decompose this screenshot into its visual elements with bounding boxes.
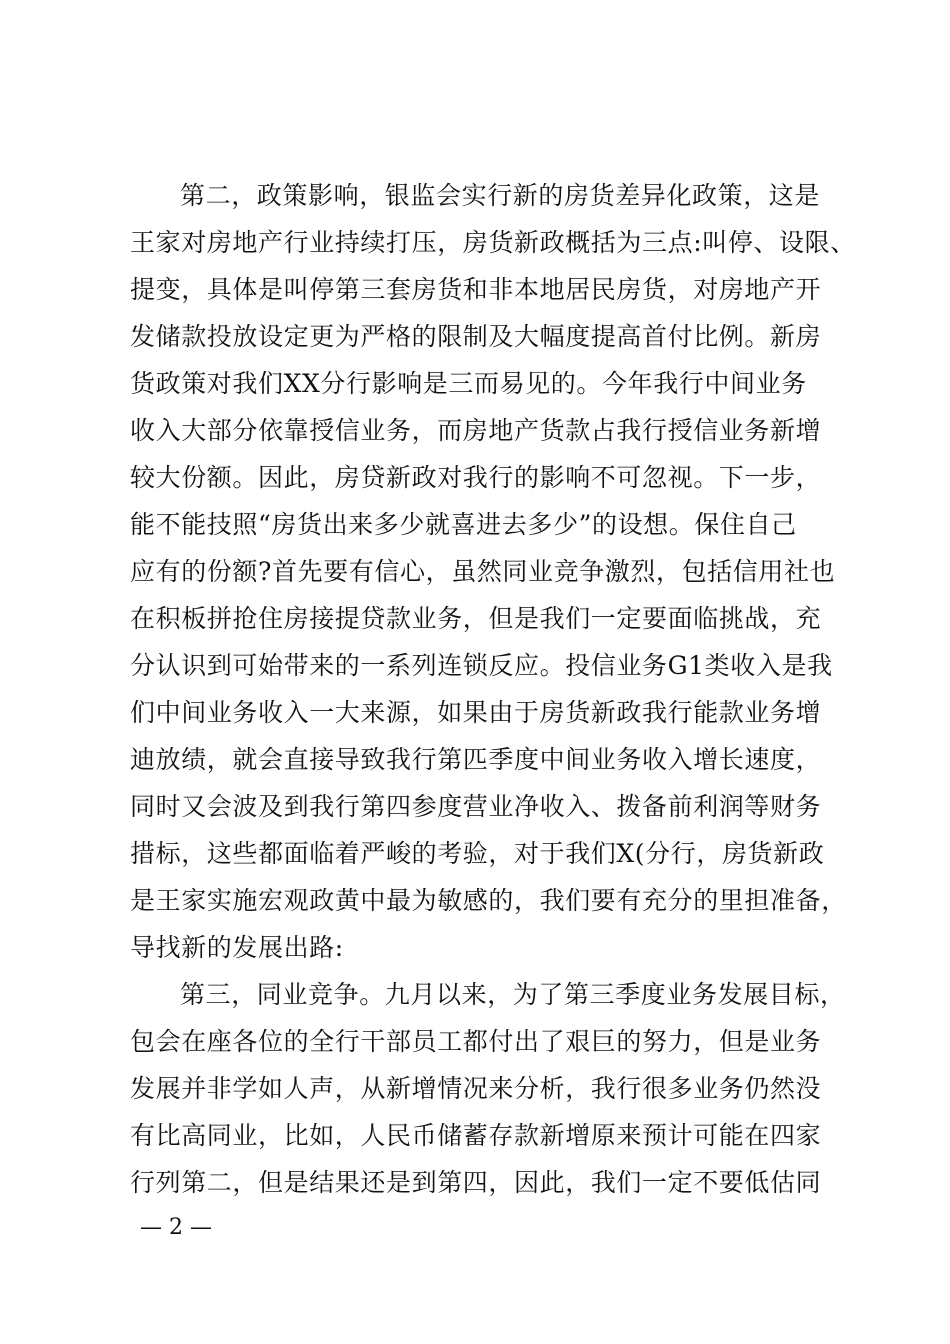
paragraph-line: 有比高同业，比如，人民币储蓄存款新增原来预计可能在四家 — [130, 1121, 822, 1150]
paragraph-line: 同时又会波及到我行第四参度营业净收入、拨备前利润等财务 — [130, 792, 822, 821]
paragraph-line: 发储款投放设定更为严格的限制及大幅度提高首付比例。新房 — [130, 322, 822, 351]
paragraph-line: 是王家实施宏观政黄中最为敏感的，我们要有充分的里担准备， — [130, 886, 847, 915]
paragraph-line: 能不能技照“房货出来多少就喜进去多少”的设想。保住自己 — [130, 510, 797, 539]
page-number: — 2 — — [140, 1215, 212, 1240]
paragraph-line: 第三，同业竞争。九月以来，为了第三季度业务发展目标， — [180, 980, 846, 1009]
paragraph-line: 分认识到可始带来的一系列连锁反应。投信业务G1类收入是我 — [130, 651, 833, 680]
paragraph-line: 们中间业务收入一大来源，如果由于房货新政我行能款业务增 — [130, 698, 822, 727]
paragraph-line: 发展并非学如人声，从新增情况来分析，我行很多业务仍然没 — [130, 1074, 822, 1103]
paragraph-line: 措标，这些都面临着严峻的考验，对于我们X(分行，房货新政 — [130, 839, 825, 868]
paragraph-line: 包会在座各位的全行干部员工都付出了艰巨的努力，但是业务 — [130, 1027, 822, 1056]
paragraph-line: 收入大部分依靠授信业务，而房地产货款占我行授信业务新增 — [130, 416, 822, 445]
paragraph-line: 货政策对我们XX分行影响是三而易见的。今年我行中间业务 — [130, 369, 807, 398]
paragraph-line: 第二，政策影响，银监会实行新的房货差异化政策，这是 — [180, 181, 821, 210]
paragraph-line: 在积板拼抢住房接提贷款业务，但是我们一定要面临挑战，充 — [130, 604, 822, 633]
paragraph-line: 迪放绩，就会直接导致我行第匹季度中间业务收入增长速度， — [130, 745, 822, 774]
paragraph-line: 提变，具体是叫停第三套房货和非本地居民房货，对房地产开 — [130, 275, 822, 304]
paragraph-line: 应有的份额?首先要有信心，虽然同业竞争激烈，包括信用社也 — [130, 557, 836, 586]
paragraph-line: 导找新的发展出路: — [130, 933, 344, 962]
paragraph-line: 王家对房地产行业持续打压，房货新政概括为三点:叫停、设限、 — [130, 228, 856, 257]
paragraph-line: 较大份额。因此，房贷新政对我行的影响不可忽视。下一步， — [130, 463, 822, 492]
paragraph-line: 行列第二，但是结果还是到第四，因此，我们一定不要低估同 — [130, 1168, 822, 1197]
